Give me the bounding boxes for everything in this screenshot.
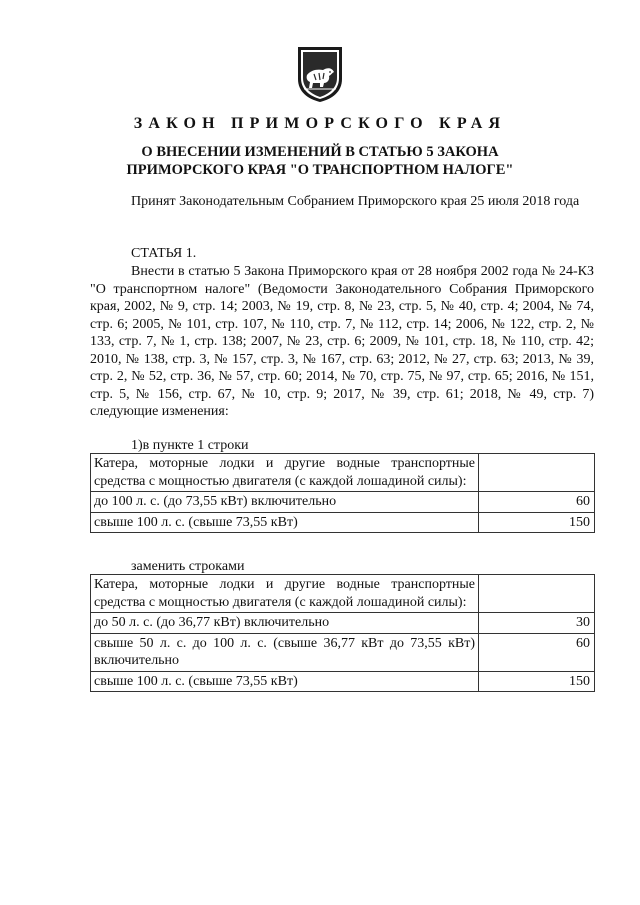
- table-cell-desc: до 100 л. с. (до 73,55 кВт) включительно: [91, 492, 479, 513]
- law-title: ЗАКОН ПРИМОРСКОГО КРАЯ: [133, 115, 507, 132]
- article-heading: СТАТЬЯ 1.: [131, 246, 197, 261]
- table-row: [91, 492, 595, 513]
- new-rates-table: [90, 574, 595, 692]
- table-cell-desc: до 50 л. с. (до 36,77 кВт) включительно: [91, 613, 479, 634]
- law-subtitle: [60, 143, 580, 179]
- table-row: [91, 575, 595, 613]
- replace-label: заменить строками: [131, 559, 245, 574]
- table-cell-desc: свыше 50 л. с. до 100 л. с. (свыше 36,77 кВт до 73,55 кВт) включительно: [91, 633, 479, 671]
- table-row: [91, 454, 595, 492]
- table-row: [91, 512, 595, 533]
- table-cell-value: 60: [479, 633, 595, 671]
- coat-of-arms-icon: [296, 45, 344, 103]
- table-cell-value: 60: [479, 492, 595, 513]
- old-rates-table: [90, 453, 595, 533]
- article-body: Внести в статью 5 Закона Приморского края от 28 ноября 2002 года № 24-КЗ "О транспортном налоге" (Ведомости Законодательного Собрания Приморского края, 2002, № 9, стр. 14; 2003, № 19, стр. 8, № 23, стр. 5, № 40, стр. 4; 2004, № 74, стр. 6; 2005, № 101, стр. 107, № 110, стр. 7, № 112, стр. 14; 2006, № 122, стр. 2, № 133, стр. 7, № 1, стр. 138; 2007, № 23, стр. 6; 2009, № 101, стр. 18, № 110, стр. 42; 2010, № 138, стр. 3, № 157, стр. 3, № 167, стр. 63; 2012, № 27, стр. 63; 2013, № 39, стр. 2, № 52, стр. 36, № 57, стр. 60; 2014, № 70, стр. 75, № 97, стр. 65; 2016, № 151, стр. 5, № 156, стр. 67, № 10, стр. 9; 2017, № 39, стр. 61; 2018, № 49, стр. 7) следующие изменения:: [90, 264, 594, 419]
- table-cell-value: 30: [479, 613, 595, 634]
- table-cell-desc: свыше 100 л. с. (свыше 73,55 кВт): [91, 671, 479, 692]
- law-subtitle-line1: О ВНЕСЕНИИ ИЗМЕНЕНИЙ В СТАТЬЮ 5 ЗАКОНА: [141, 144, 499, 160]
- table-row: [91, 633, 595, 671]
- table-cell-value: 150: [479, 671, 595, 692]
- table-cell-desc: Катера, моторные лодки и другие водные транспортные средства с мощностью двигателя (с каждой лошадиной силы):: [91, 575, 479, 613]
- adoption-note: Принят Законодательным Собранием Приморского края 25 июля 2018 года: [131, 194, 580, 209]
- table-row: [91, 613, 595, 634]
- table-cell-value: [479, 454, 595, 492]
- table-cell-desc: свыше 100 л. с. (свыше 73,55 кВт): [91, 512, 479, 533]
- table-cell-value: [479, 575, 595, 613]
- table-cell-desc: Катера, моторные лодки и другие водные транспортные средства с мощностью двигателя (с каждой лошадиной силы):: [91, 454, 479, 492]
- law-subtitle-line2: ПРИМОРСКОГО КРАЯ "О ТРАНСПОРТНОМ НАЛОГЕ": [126, 162, 514, 178]
- table-cell-value: 150: [479, 512, 595, 533]
- item1-label: 1)в пункте 1 строки: [131, 438, 249, 453]
- table-row: [91, 671, 595, 692]
